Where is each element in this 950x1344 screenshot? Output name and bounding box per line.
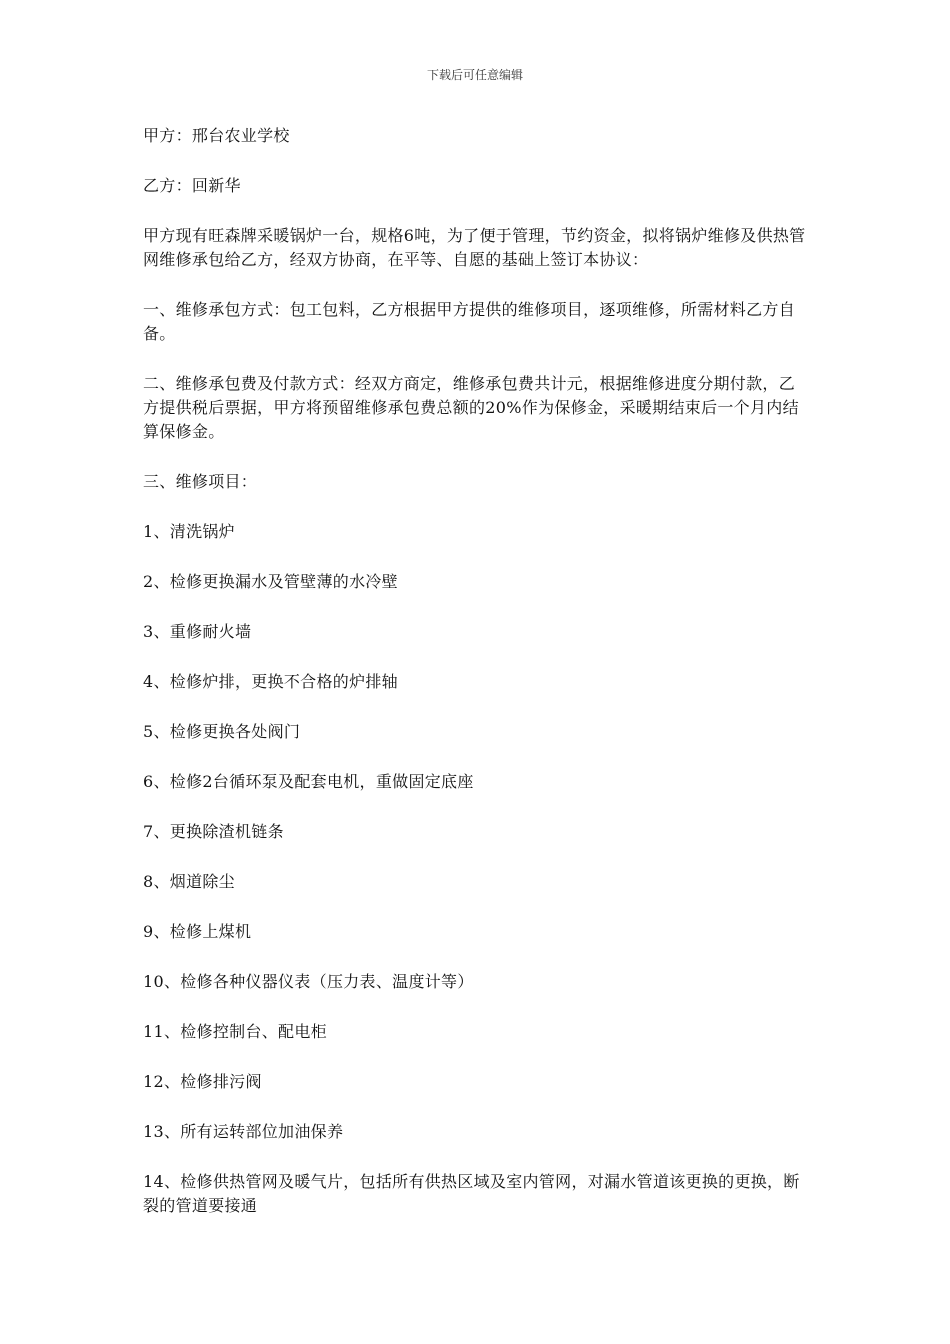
repair-item-5: 5、检修更换各处阀门 <box>143 722 301 741</box>
clause-1: 一、维修承包方式：包工包料，乙方根据甲方提供的维修项目，逐项维修，所需材料乙方自备。 <box>143 300 796 343</box>
repair-item-3: 3、重修耐火墙 <box>143 622 252 641</box>
repair-item-6: 6、检修2台循环泵及配套电机，重做固定底座 <box>143 772 474 791</box>
clause-3-heading: 三、维修项目： <box>143 472 258 491</box>
party-a: 甲方：邢台农业学校 <box>143 126 290 145</box>
document-body <box>143 124 807 1244</box>
repair-item-8: 8、烟道除尘 <box>143 872 235 891</box>
repair-item-9: 9、检修上煤机 <box>143 922 252 941</box>
repair-item-13: 13、所有运转部位加油保养 <box>143 1122 344 1141</box>
repair-item-7: 7、更换除渣机链条 <box>143 822 284 841</box>
repair-item-10: 10、检修各种仪器仪表（压力表、温度计等） <box>143 972 474 991</box>
party-b: 乙方：回新华 <box>143 176 241 195</box>
repair-item-2: 2、检修更换漏水及管壁薄的水冷壁 <box>143 572 398 591</box>
repair-item-12: 12、检修排污阀 <box>143 1072 262 1091</box>
repair-item-14: 14、检修供热管网及暖气片，包括所有供热区域及室内管网，对漏水管道该更换的更换，断裂的管道要接通 <box>143 1172 800 1215</box>
repair-item-1: 1、清洗锅炉 <box>143 522 235 541</box>
page-header: 下载后可任意编辑 <box>426 68 523 82</box>
repair-item-11: 11、检修控制台、配电柜 <box>143 1022 327 1041</box>
clause-2: 二、维修承包费及付款方式：经双方商定，维修承包费共计元，根据维修进度分期付款，乙方提供税后票据，甲方将预留维修承包费总额的20%作为保修金，采暖期结束后一个月内结算保修金。 <box>143 374 799 441</box>
intro-paragraph: 甲方现有旺森牌采暖锅炉一台，规格6吨，为了便于管理，节约资金，拟将锅炉维修及供热管网维修承包给乙方，经双方协商，在平等、自愿的基础上签订本协议： <box>143 226 806 269</box>
repair-item-4: 4、检修炉排，更换不合格的炉排轴 <box>143 672 398 691</box>
